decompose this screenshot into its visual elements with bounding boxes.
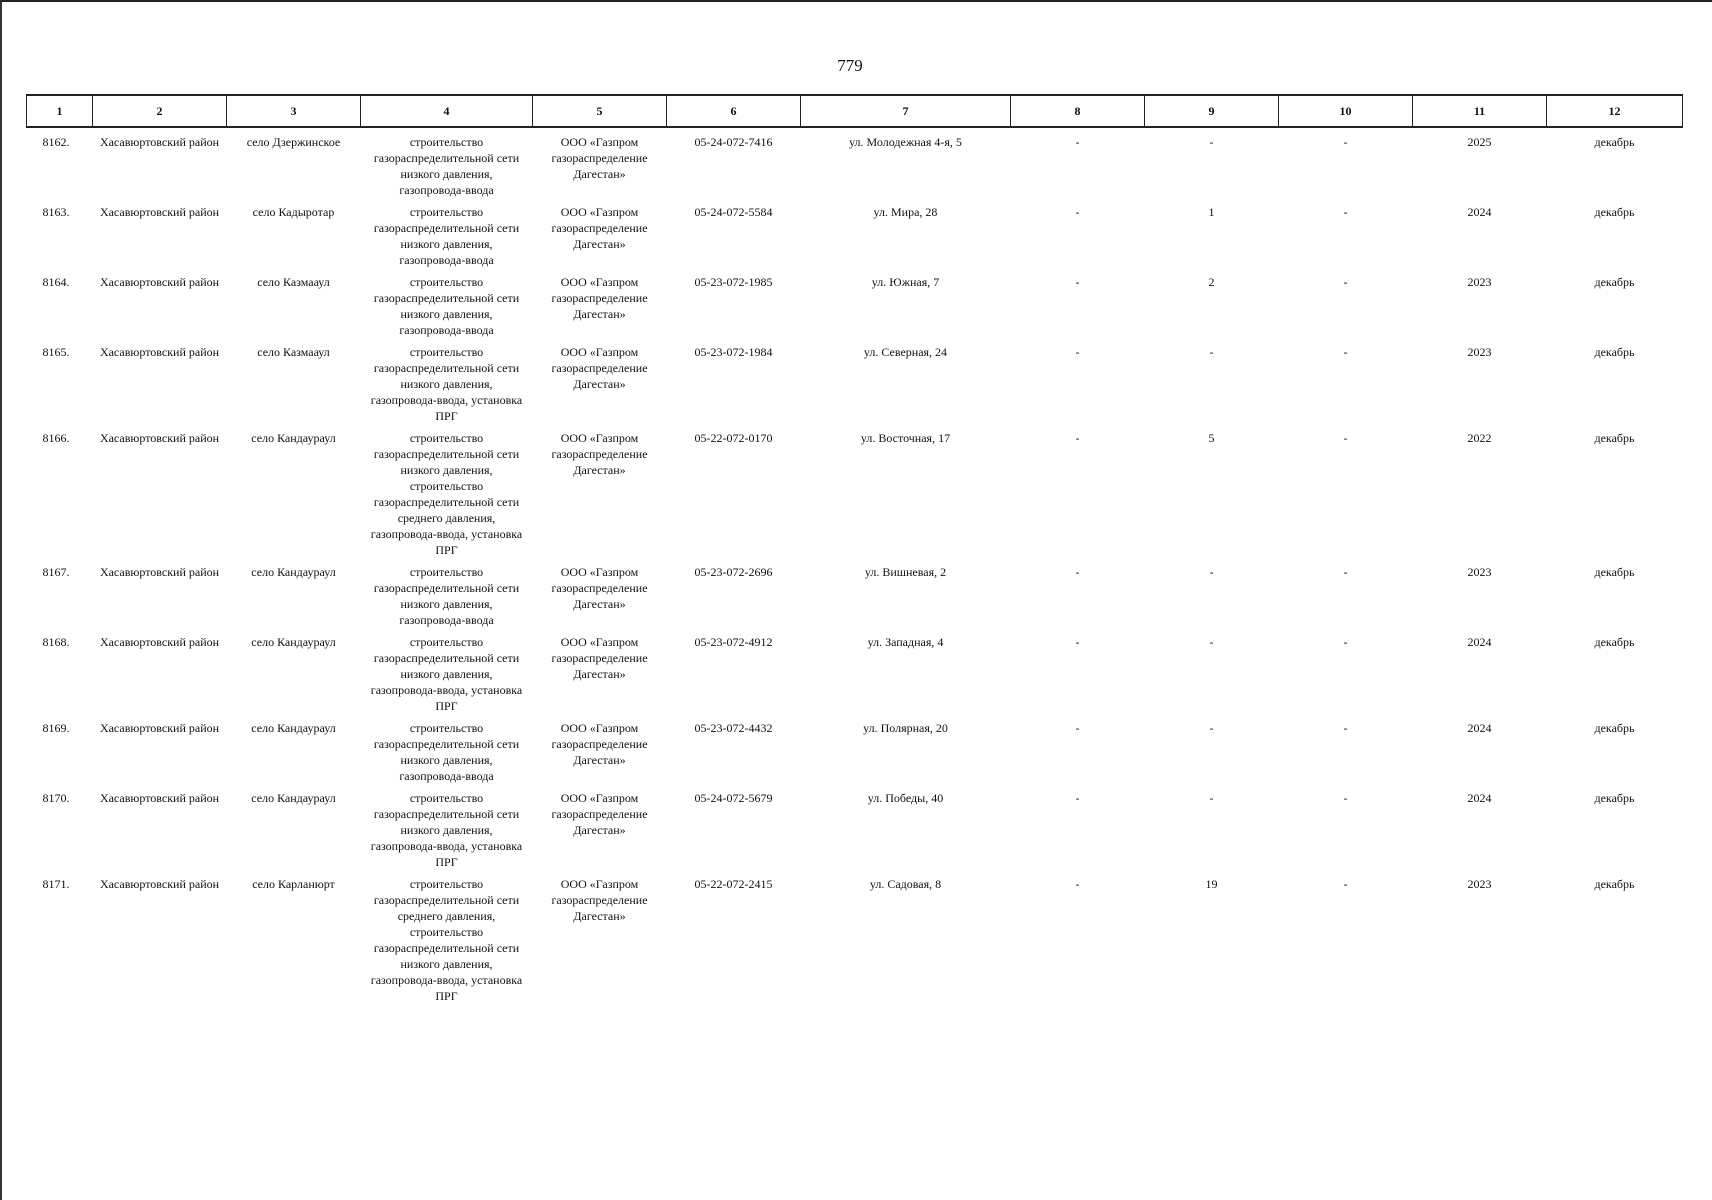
organization-cell: ООО «Газпром газораспределение Дагестан» bbox=[551, 877, 648, 923]
organization-cell: ООО «Газпром газораспределение Дагестан» bbox=[551, 345, 648, 391]
table-row bbox=[27, 268, 1683, 338]
works-cell: строительство газораспределительной сети низкого давления, газопровода-ввода bbox=[373, 721, 520, 783]
col9-cell: - bbox=[1209, 345, 1214, 359]
locality-cell: село Казмааул bbox=[257, 345, 330, 359]
organization-cell: ООО «Газпром газораспределение Дагестан» bbox=[551, 135, 648, 181]
row-id: 8164. bbox=[42, 275, 70, 289]
registry-number-cell: 05-23-072-1984 bbox=[694, 345, 773, 359]
district-cell: Хасавюртовский район bbox=[99, 565, 220, 579]
district-cell: Хасавюртовский район bbox=[99, 431, 220, 445]
address-cell: ул. Полярная, 20 bbox=[863, 721, 948, 735]
table-row bbox=[27, 714, 1683, 784]
month-cell: декабрь bbox=[1594, 721, 1635, 735]
registry-number-cell: 05-24-072-5679 bbox=[694, 791, 773, 805]
year-cell: 2023 bbox=[1467, 345, 1492, 359]
organization-cell: ООО «Газпром газораспределение Дагестан» bbox=[551, 721, 648, 767]
month-cell: декабрь bbox=[1594, 431, 1635, 445]
locality-cell: село Кандаураул bbox=[251, 635, 336, 649]
month-cell: декабрь bbox=[1594, 635, 1635, 649]
locality-cell: село Кандаураул bbox=[251, 721, 336, 735]
address-cell: ул. Южная, 7 bbox=[871, 275, 940, 289]
row-id: 8166. bbox=[42, 431, 70, 445]
row-id: 8168. bbox=[42, 635, 70, 649]
col9-cell: - bbox=[1209, 791, 1214, 805]
year-cell: 2024 bbox=[1467, 205, 1492, 219]
organization-cell: ООО «Газпром газораспределение Дагестан» bbox=[551, 565, 648, 611]
column-header-11: 11 bbox=[1413, 95, 1547, 127]
table-row bbox=[27, 127, 1683, 198]
col10-cell: - bbox=[1343, 721, 1348, 735]
register-table bbox=[26, 94, 1683, 1004]
col8-cell: - bbox=[1075, 275, 1080, 289]
col9-cell: - bbox=[1209, 135, 1214, 149]
year-cell: 2022 bbox=[1467, 431, 1492, 445]
month-cell: декабрь bbox=[1594, 275, 1635, 289]
address-cell: ул. Вишневая, 2 bbox=[864, 565, 947, 579]
month-cell: декабрь bbox=[1594, 877, 1635, 891]
col10-cell: - bbox=[1343, 205, 1348, 219]
table-row bbox=[27, 784, 1683, 870]
column-header-7: 7 bbox=[801, 95, 1011, 127]
column-header-10: 10 bbox=[1279, 95, 1413, 127]
row-id: 8163. bbox=[42, 205, 70, 219]
column-header-4: 4 bbox=[361, 95, 533, 127]
column-header-1: 1 bbox=[27, 95, 93, 127]
organization-cell: ООО «Газпром газораспределение Дагестан» bbox=[551, 635, 648, 681]
col10-cell: - bbox=[1343, 877, 1348, 891]
col9-cell: - bbox=[1209, 635, 1214, 649]
row-id: 8171. bbox=[42, 877, 70, 891]
table-row bbox=[27, 870, 1683, 1004]
scan-edge-left bbox=[0, 0, 2, 1200]
col9-cell: - bbox=[1209, 565, 1214, 579]
works-cell: строительство газораспределительной сети низкого давления, газопровода-ввода, установка ПРГ bbox=[370, 635, 523, 713]
locality-cell: село Кандаураул bbox=[251, 431, 336, 445]
row-id: 8167. bbox=[42, 565, 70, 579]
address-cell: ул. Победы, 40 bbox=[867, 791, 944, 805]
organization-cell: ООО «Газпром газораспределение Дагестан» bbox=[551, 791, 648, 837]
col8-cell: - bbox=[1075, 565, 1080, 579]
col10-cell: - bbox=[1343, 565, 1348, 579]
district-cell: Хасавюртовский район bbox=[99, 275, 220, 289]
month-cell: декабрь bbox=[1594, 565, 1635, 579]
locality-cell: село Кандаураул bbox=[251, 565, 336, 579]
organization-cell: ООО «Газпром газораспределение Дагестан» bbox=[551, 275, 648, 321]
district-cell: Хасавюртовский район bbox=[99, 877, 220, 891]
column-header-3: 3 bbox=[227, 95, 361, 127]
district-cell: Хасавюртовский район bbox=[99, 635, 220, 649]
district-cell: Хасавюртовский район bbox=[99, 345, 220, 359]
col10-cell: - bbox=[1343, 791, 1348, 805]
col8-cell: - bbox=[1075, 431, 1080, 445]
year-cell: 2023 bbox=[1467, 275, 1492, 289]
works-cell: строительство газораспределительной сети низкого давления, газопровода-ввода bbox=[373, 205, 520, 267]
col9-cell: 1 bbox=[1208, 205, 1215, 219]
district-cell: Хасавюртовский район bbox=[99, 721, 220, 735]
table-row bbox=[27, 628, 1683, 714]
year-cell: 2023 bbox=[1467, 565, 1492, 579]
registry-number-cell: 05-24-072-5584 bbox=[694, 205, 773, 219]
col8-cell: - bbox=[1075, 345, 1080, 359]
registry-number-cell: 05-22-072-0170 bbox=[694, 431, 773, 445]
locality-cell: село Карланюрт bbox=[252, 877, 335, 891]
locality-cell: село Кадыротар bbox=[252, 205, 335, 219]
works-cell: строительство газораспределительной сети среднего давления, строительство газораспределительной сети низкого давления, газопровода-ввода, установка ПРГ bbox=[370, 877, 523, 1003]
col9-cell: 5 bbox=[1208, 431, 1215, 445]
column-header-6: 6 bbox=[667, 95, 801, 127]
organization-cell: ООО «Газпром газораспределение Дагестан» bbox=[551, 205, 648, 251]
district-cell: Хасавюртовский район bbox=[99, 135, 220, 149]
row-id: 8170. bbox=[42, 791, 70, 805]
year-cell: 2024 bbox=[1467, 721, 1492, 735]
col10-cell: - bbox=[1343, 345, 1348, 359]
table-row bbox=[27, 198, 1683, 268]
col9-cell: 19 bbox=[1205, 877, 1218, 891]
row-id: 8162. bbox=[42, 135, 70, 149]
col8-cell: - bbox=[1075, 877, 1080, 891]
column-header-12: 12 bbox=[1547, 95, 1683, 127]
registry-number-cell: 05-23-072-2696 bbox=[694, 565, 773, 579]
month-cell: декабрь bbox=[1594, 345, 1635, 359]
column-header-9: 9 bbox=[1145, 95, 1279, 127]
works-cell: строительство газораспределительной сети низкого давления, газопровода-ввода bbox=[373, 275, 520, 337]
col9-cell: 2 bbox=[1208, 275, 1215, 289]
table-row bbox=[27, 558, 1683, 628]
registry-number-cell: 05-23-072-4912 bbox=[694, 635, 773, 649]
registry-number-cell: 05-23-072-4432 bbox=[694, 721, 773, 735]
organization-cell: ООО «Газпром газораспределение Дагестан» bbox=[551, 431, 648, 477]
address-cell: ул. Молодежная 4-я, 5 bbox=[849, 135, 962, 149]
works-cell: строительство газораспределительной сети низкого давления, газопровода-ввода, установка ПРГ bbox=[370, 345, 523, 423]
col10-cell: - bbox=[1343, 135, 1348, 149]
locality-cell: село Казмааул bbox=[257, 275, 330, 289]
table-row bbox=[27, 338, 1683, 424]
col8-cell: - bbox=[1075, 721, 1080, 735]
column-header-8: 8 bbox=[1011, 95, 1145, 127]
district-cell: Хасавюртовский район bbox=[99, 791, 220, 805]
col10-cell: - bbox=[1343, 635, 1348, 649]
month-cell: декабрь bbox=[1594, 205, 1635, 219]
district-cell: Хасавюртовский район bbox=[99, 205, 220, 219]
address-cell: ул. Западная, 4 bbox=[867, 635, 944, 649]
scan-edge-top bbox=[0, 0, 1712, 2]
works-cell: строительство газораспределительной сети низкого давления, газопровода-ввода bbox=[373, 565, 520, 627]
col8-cell: - bbox=[1075, 635, 1080, 649]
address-cell: ул. Садовая, 8 bbox=[869, 877, 942, 891]
row-id: 8165. bbox=[42, 345, 70, 359]
month-cell: декабрь bbox=[1594, 135, 1635, 149]
year-cell: 2025 bbox=[1467, 135, 1492, 149]
column-header-5: 5 bbox=[533, 95, 667, 127]
address-cell: ул. Восточная, 17 bbox=[860, 431, 951, 445]
registry-number-cell: 05-24-072-7416 bbox=[694, 135, 773, 149]
col8-cell: - bbox=[1075, 791, 1080, 805]
header-row bbox=[27, 95, 1683, 127]
column-header-2: 2 bbox=[93, 95, 227, 127]
col8-cell: - bbox=[1075, 205, 1080, 219]
works-cell: строительство газораспределительной сети низкого давления, газопровода-ввода bbox=[373, 135, 520, 197]
registry-number-cell: 05-23-072-1985 bbox=[694, 275, 773, 289]
year-cell: 2024 bbox=[1467, 791, 1492, 805]
year-cell: 2023 bbox=[1467, 877, 1492, 891]
col9-cell: - bbox=[1209, 721, 1214, 735]
page-number: 779 bbox=[837, 56, 863, 75]
row-id: 8169. bbox=[42, 721, 70, 735]
table-row bbox=[27, 424, 1683, 558]
month-cell: декабрь bbox=[1594, 791, 1635, 805]
year-cell: 2024 bbox=[1467, 635, 1492, 649]
col10-cell: - bbox=[1343, 431, 1348, 445]
col8-cell: - bbox=[1075, 135, 1080, 149]
works-cell: строительство газораспределительной сети низкого давления, газопровода-ввода, установка ПРГ bbox=[370, 791, 523, 869]
works-cell: строительство газораспределительной сети низкого давления, строительство газораспределительной сети среднего давления, газопровода-ввода, установка ПРГ bbox=[370, 431, 523, 557]
registry-number-cell: 05-22-072-2415 bbox=[694, 877, 773, 891]
address-cell: ул. Мира, 28 bbox=[873, 205, 938, 219]
col10-cell: - bbox=[1343, 275, 1348, 289]
locality-cell: село Кандаураул bbox=[251, 791, 336, 805]
locality-cell: село Дзержинское bbox=[246, 135, 341, 149]
address-cell: ул. Северная, 24 bbox=[863, 345, 948, 359]
